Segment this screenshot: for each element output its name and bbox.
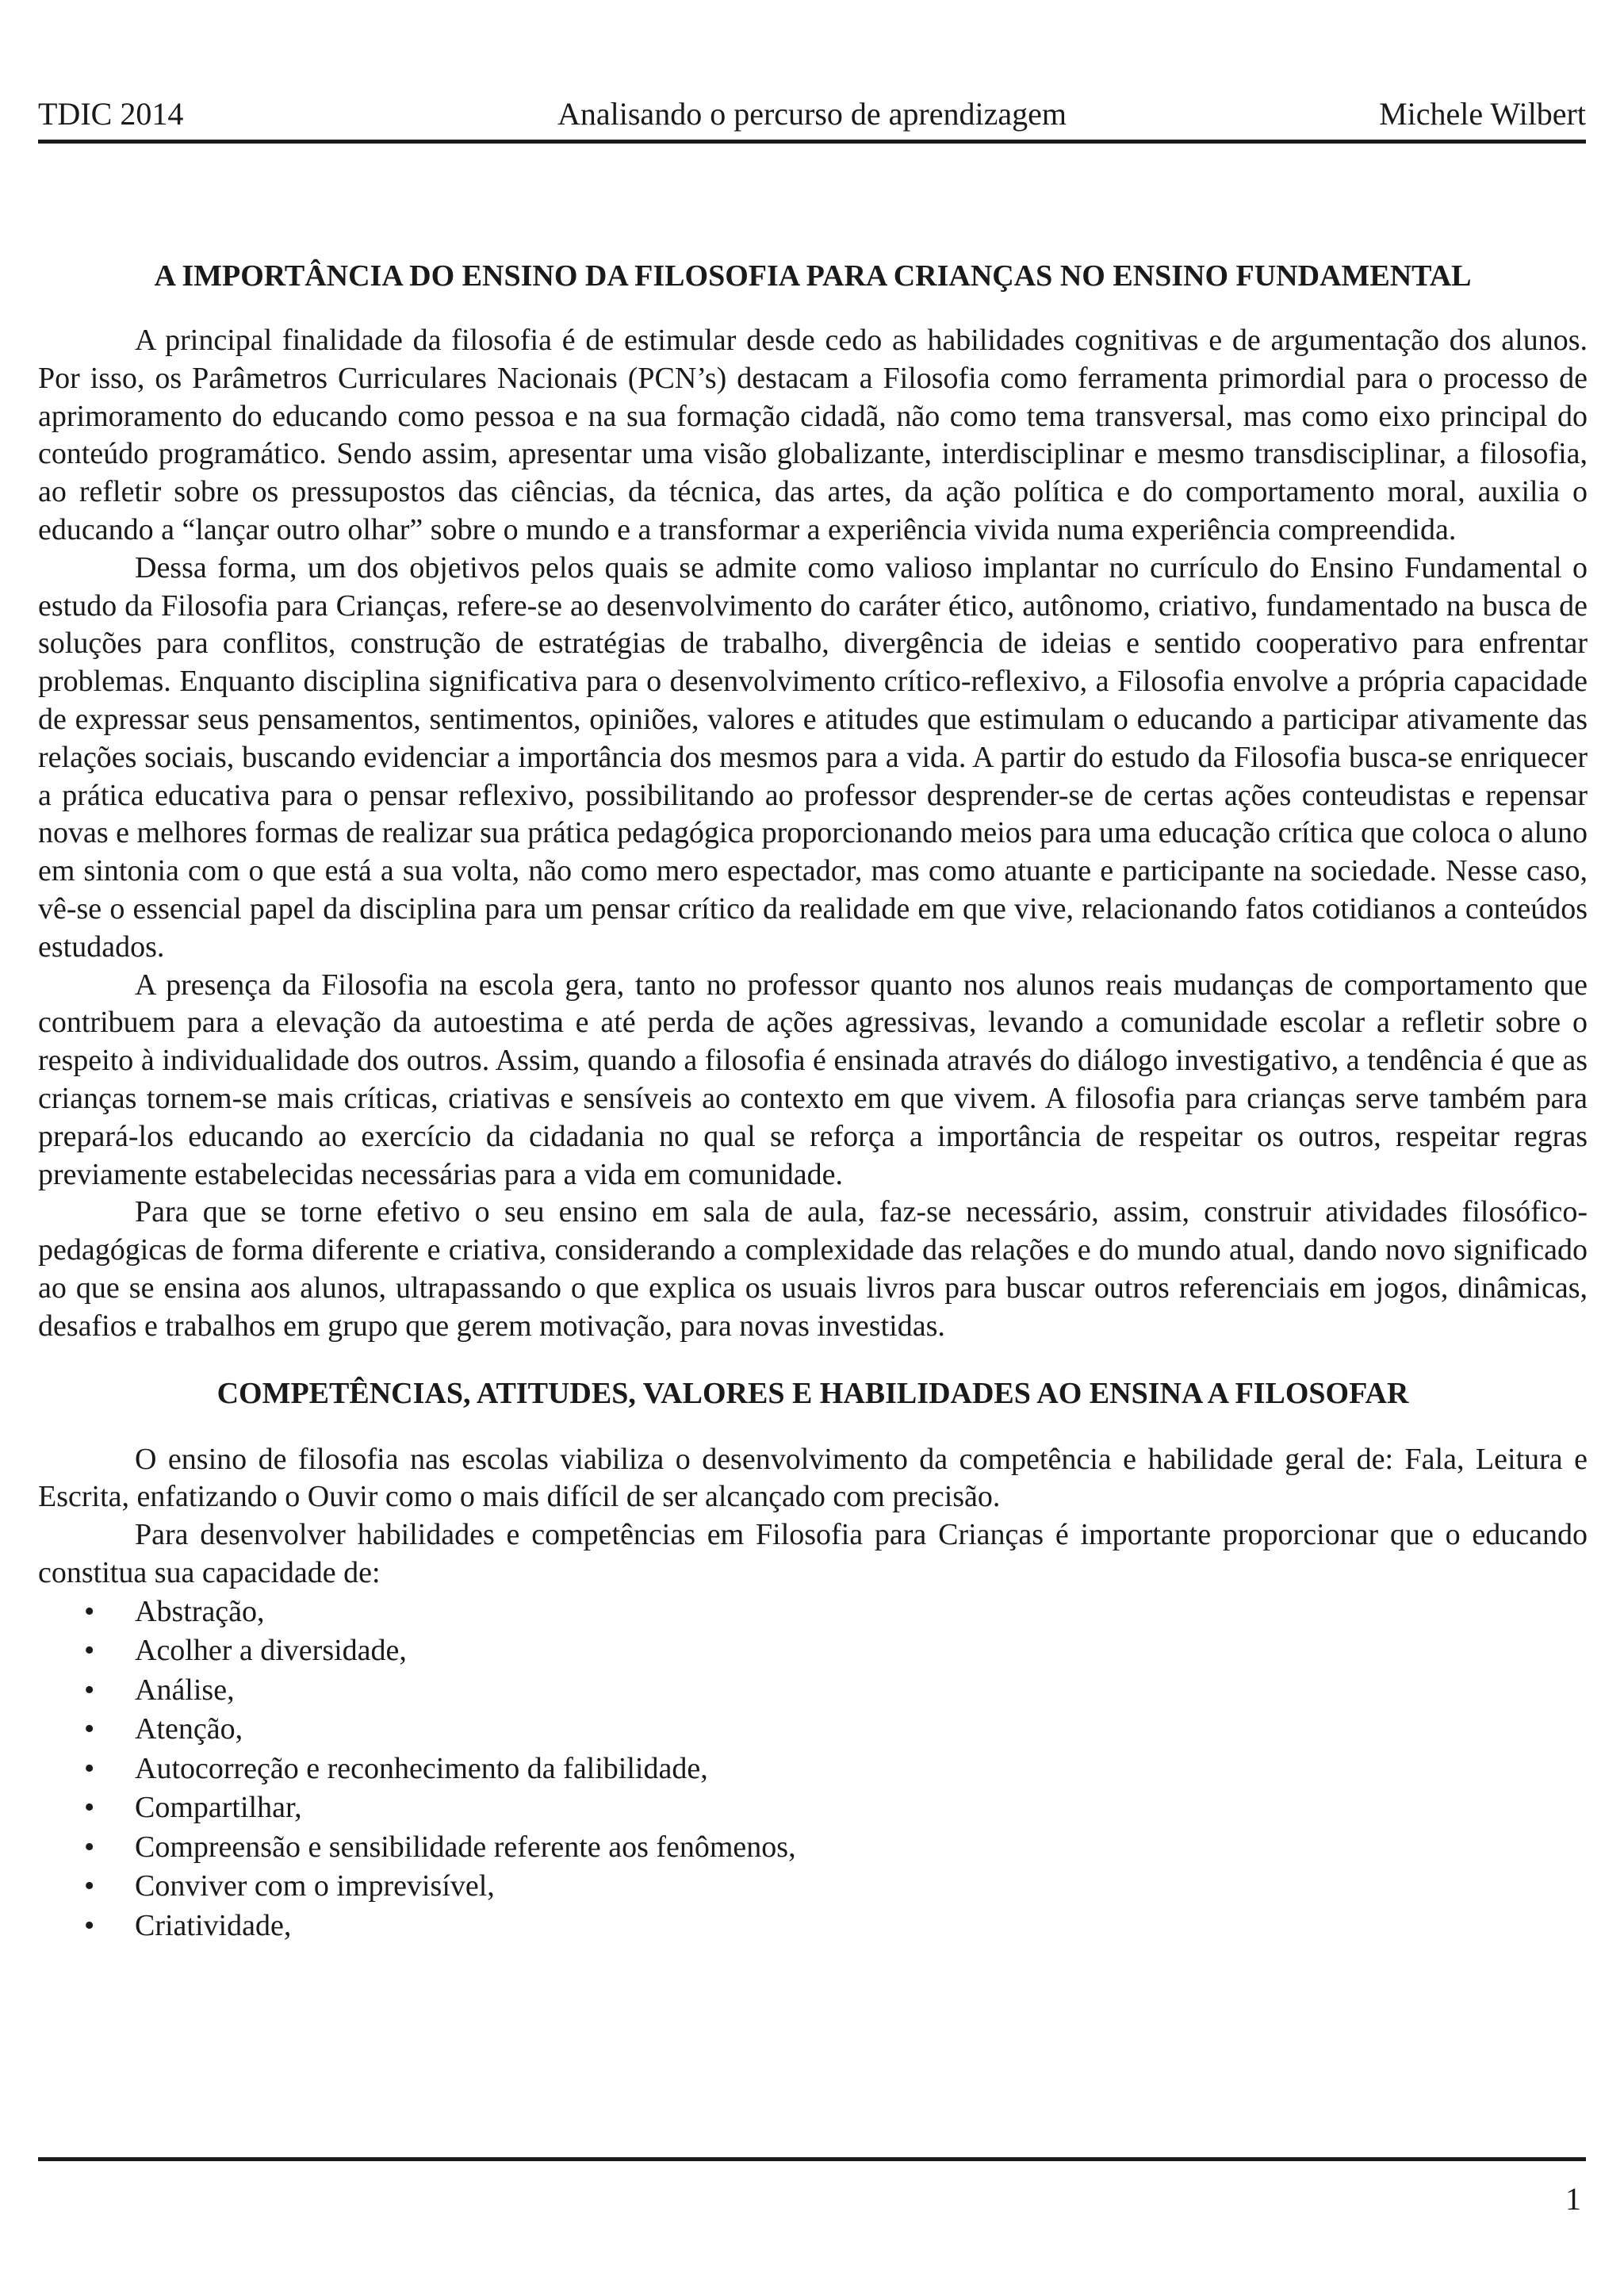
bullet-icon: • [84, 1830, 95, 1864]
list-item-text: Compartilhar, [135, 1791, 302, 1825]
list-item [38, 1867, 1588, 1907]
bullet-icon: • [84, 1791, 95, 1825]
list-item-text: Atenção, [135, 1712, 243, 1746]
section-title-importancia: A IMPORTÂNCIA DO ENSINO DA FILOSOFIA PARA CRIANÇAS NO ENSINO FUNDAMENTAL [154, 259, 1472, 293]
header-title: Analisando o percurso de aprendizagem [557, 96, 1067, 132]
paragraph: O ensino de filosofia nas escolas viabiliza o desenvolvimento da competência e habilidade geral de: Fala, Leitura e Escrita, enfatizando o Ouvir como o mais difícil de ser alcançado com precisão. [38, 1442, 1588, 1514]
paragraph: Para que se torne efetivo o seu ensino em sala de aula, faz-se necessário, assim, construir atividades filosófico-pedagógicas de forma diferente e criativa, considerando a complexidade das relações e do mundo atual, dando novo significado ao que se ensina aos alunos, ultrapassando o que explica os usuais livros para buscar outros referenciais em jogos, dinâmicas, desafios e trabalhos em grupo que gerem motivação, para novas investidas. [38, 1195, 1588, 1343]
paragraph: A presença da Filosofia na escola gera, tanto no professor quanto nos alunos reais mudanças de comportamento que contribuem para a elevação da autoestima e até perda de ações agressivas, levando a comunidade escolar a refletir sobre o respeito à individualidade dos outros. Assim, quando a filosofia é ensinada através do diálogo investigativo, a tendência é que as crianças tornem-se mais críticas, criativas e sensíveis ao contexto em que vivem. A filosofia para crianças serve também para prepará-los educando ao exercício da cidadania no qual se reforça a importância de respeitar os outros, respeitar regras previamente estabelecidas necessárias para a vida em comunidade. [38, 968, 1588, 1191]
list-item-text: Autocorreção e reconhecimento da falibilidade, [135, 1751, 708, 1785]
list-item-text: Análise, [135, 1673, 235, 1707]
capacities-list [38, 1593, 1588, 1946]
bullet-icon: • [84, 1712, 95, 1746]
section-title-competencias: COMPETÊNCIAS, ATITUDES, VALORES E HABILIDADES AO ENSINA A FILOSOFAR [216, 1376, 1409, 1410]
bullet-icon: • [84, 1673, 95, 1707]
list-item [38, 1671, 1588, 1711]
list-item [38, 1710, 1588, 1750]
bullet-icon: • [84, 1594, 95, 1628]
list-item-text: Criatividade, [135, 1908, 292, 1942]
document-body [38, 252, 1588, 1945]
list-item [38, 1788, 1588, 1828]
paragraph: Para desenvolver habilidades e competências em Filosofia para Crianças é importante proporcionar que o educando constitua sua capacidade de: [38, 1518, 1588, 1589]
page-number: 1 [1565, 2181, 1581, 2217]
bullet-icon: • [84, 1908, 95, 1942]
list-item-text: Compreensão e sensibilidade referente aos fenômenos, [135, 1830, 796, 1864]
paragraph: A principal finalidade da filosofia é de estimular desde cedo as habilidades cognitivas e de argumentação dos alunos. Por isso, os Parâmetros Curriculares Nacionais (PCN’s) destacam a Filosofia como ferramenta primordial para o processo de aprimoramento do educando como pessoa e na sua formação cidadã, não como tema transversal, mas como eixo principal do conteúdo programático. Sendo assim, apresentar uma visão globalizante, interdisciplinar e mesmo transdisciplinar, a filosofia, ao refletir sobre os pressupostos das ciências, da técnica, das artes, da ação política e do comportamento moral, auxilia o educando a “lançar outro olhar” sobre o mundo e a transformar a experiência vivida numa experiência compreendida. [38, 324, 1588, 546]
paragraph: Dessa forma, um dos objetivos pelos quais se admite como valioso implantar no currículo do Ensino Fundamental o estudo da Filosofia para Crianças, refere-se ao desenvolvimento do caráter ético, autônomo, criativo, fundamentado na busca de soluções para conflitos, construção de estratégias de trabalho, divergência de ideias e sentido cooperativo para enfrentar problemas. Enquanto disciplina significativa para o desenvolvimento crítico-reflexivo, a Filosofia envolve a própria capacidade de expressar seus pensamentos, sentimentos, opiniões, valores e atitudes que estimulam o educando a participar ativamente das relações sociais, buscando evidenciar a importância dos mesmos para a vida. A partir do estudo da Filosofia busca-se enriquecer a prática educativa para o pensar reflexivo, possibilitando ao professor desprender-se de certas ações conteudistas e repensar novas e melhores formas de realizar sua prática pedagógica proporcionando meios para uma educação crítica que coloca o aluno em sintonia com o que está a sua volta, não como mero espectador, mas como atuante e participante na sociedade. Nesse caso, vê-se o essencial papel da disciplina para um pensar crítico da realidade em que vive, relacionando fatos cotidianos a conteúdos estudados. [38, 550, 1588, 964]
bullet-icon: • [84, 1869, 95, 1903]
bullet-icon: • [84, 1634, 95, 1668]
footer-rule [38, 2157, 1586, 2161]
bullet-icon: • [84, 1751, 95, 1785]
list-item [38, 1907, 1588, 1946]
list-item [38, 1631, 1588, 1671]
list-item-text: Abstração, [135, 1594, 265, 1628]
list-item-text: Conviver com o imprevisível, [135, 1869, 495, 1903]
header-author: Michele Wilbert [1379, 96, 1586, 132]
header-course: TDIC 2014 [38, 96, 184, 132]
list-item-text: Acolher a diversidade, [135, 1634, 407, 1668]
list-item [38, 1593, 1588, 1632]
page-header [38, 94, 1586, 144]
list-item [38, 1828, 1588, 1868]
list-item [38, 1750, 1588, 1789]
